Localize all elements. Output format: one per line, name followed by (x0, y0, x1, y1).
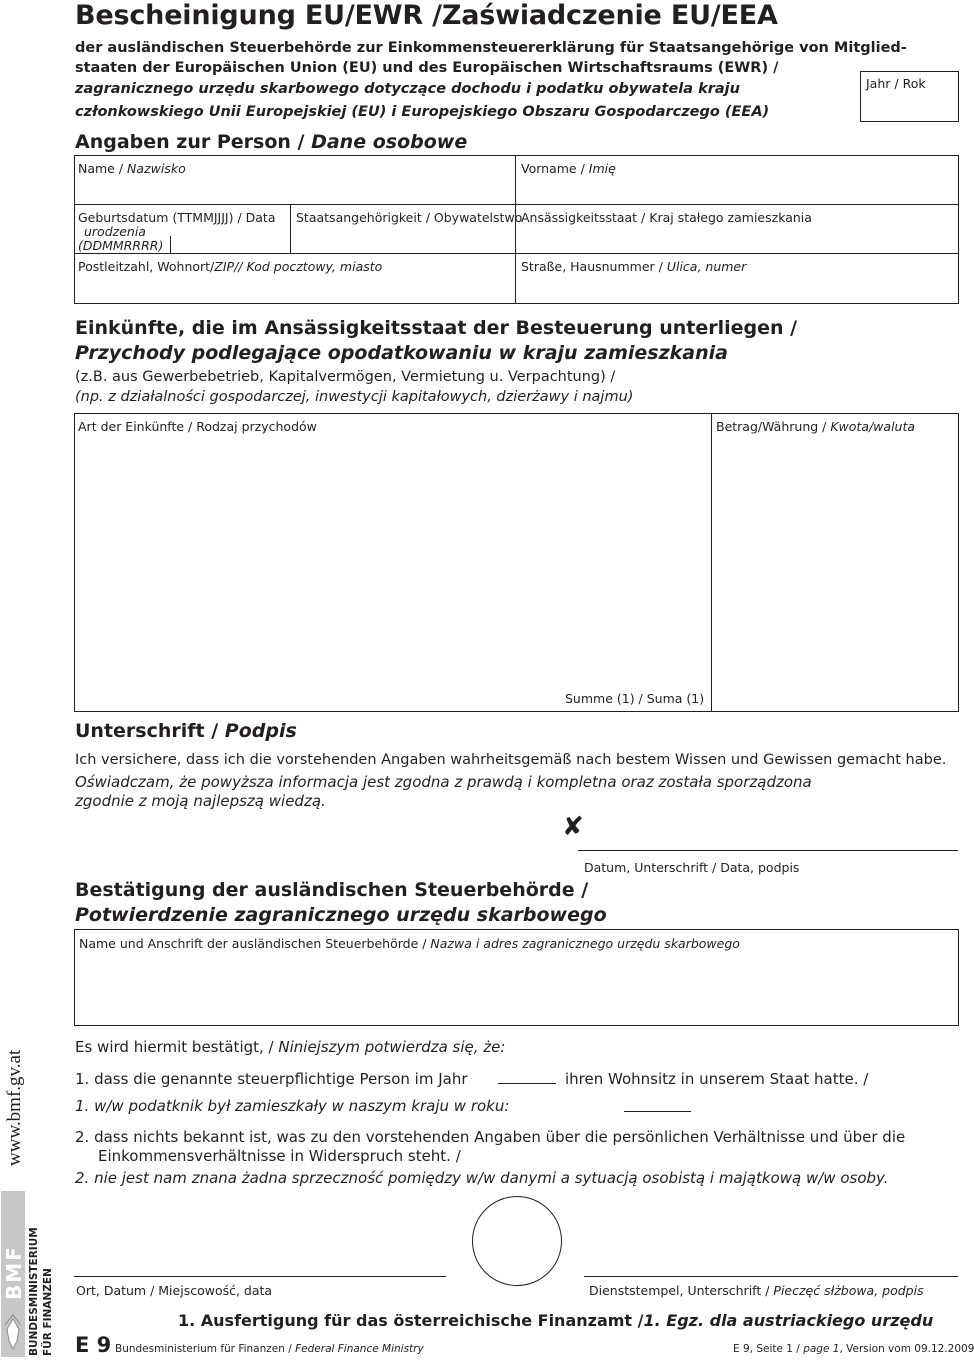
confirmation-heading-pl: Potwierdzenie zagranicznego urzędu skarbowego (75, 904, 607, 926)
item1-pl: 1. w/w podatknik był zamieszkały w naszym kraju w roku: (75, 1097, 510, 1115)
zip-label-pl: ZIP// Kod pocztowy, miasto (214, 259, 383, 274)
signature-line[interactable] (578, 850, 958, 851)
website-link[interactable]: www.bmf.gv.at (4, 1049, 25, 1166)
citizenship-label: Staatsangehörigkeit / Obywatelstwo (296, 210, 523, 225)
item1-de-a: 1. dass die genannte steuerpflichtige Person im Jahr (75, 1070, 468, 1088)
declaration-pl-1: Oświadczam, że powyższa informacja jest zgodna z prawdą i kompletna oraz została sporządzona (75, 773, 812, 791)
name-label (78, 161, 186, 176)
copy-note-de: 1. Ausfertigung für das österreichische Finanzamt / (178, 1311, 644, 1330)
income-amount-header (716, 419, 915, 434)
subtitle-de-line-2: staaten der Europäischen Union (EU) und des Europäischen Wirtschaftsraums (EWR) / (75, 60, 779, 76)
authority-label (79, 936, 740, 951)
confirmation-heading-de: Bestätigung der ausländischen Steuerbehörde / (75, 879, 589, 901)
signature-heading-pl: Podpis (224, 720, 297, 742)
sign-here-icon: ✘ (562, 812, 584, 842)
subtitle-pl-line-1: zagranicznego urzędu skarbowego dotyczące dochodu i podatku obywatela kraju (75, 81, 740, 97)
street-label-pl: Ulica, numer (666, 259, 747, 274)
firstname-label-de: Vorname / (521, 161, 589, 176)
ministry-en: Federal Finance Ministry (295, 1343, 424, 1355)
income-heading-de: Einkünfte, die im Ansässigkeitsstaat der Besteuerung unterliegen / (75, 317, 798, 339)
stamp-circle (472, 1196, 562, 1286)
bmf-logo-abbr: BMF (2, 1245, 26, 1300)
version: , Version vom 09.12.2009 (839, 1343, 974, 1355)
street-label-de: Straße, Hausnummer / (521, 259, 667, 274)
page-de: E 9, Seite 1 / (733, 1343, 804, 1355)
bmf-logo-text-1: BUNDESMINISTERIUM (28, 1227, 40, 1356)
signature-heading-de: Unterschrift / (75, 720, 225, 742)
ministry-de: Bundesministerium für Finanzen / (115, 1343, 296, 1355)
amount-header-de: Betrag/Währung / (716, 419, 831, 434)
sum-label: Summe (1) / Suma (1) (565, 691, 705, 706)
year-input-line-pl[interactable] (624, 1111, 691, 1112)
confirm-intro (75, 1038, 505, 1057)
name-label-de: Name / (78, 161, 128, 176)
income-example-pl: (np. z działalności gospodarczej, inwestycji kapitałowych, dzierżawy i najmu) (75, 389, 634, 405)
income-example-de: (z.B. aus Gewerbebetrieb, Kapitalvermögen, Vermietung u. Verpachtung) / (75, 369, 616, 385)
authority-label-pl: Nazwa i adres zagranicznego urzędu skarbowego (430, 936, 740, 951)
authority-label-de: Name und Anschrift der ausländischen Steuerbehörde / (79, 936, 431, 951)
confirm-intro-de: Es wird hiermit bestätigt, / (75, 1038, 279, 1056)
item2-pl: 2. nie jest nam znana żadna sprzeczność pomiędzy w/w danymi a sytuacją osobistą i majątkową w/w osoby. (75, 1169, 889, 1187)
name-label-pl: Nazwisko (127, 161, 186, 176)
dob-label-pl-2: (DDMMRRRR) (78, 238, 164, 253)
declaration-de: Ich versichere, dass ich die vorstehenden Angaben wahrheitsgemäß nach bestem Wissen und Gewissen gemacht habe. (75, 752, 947, 768)
income-heading-pl: Przychody podlegające opodatkowaniu w kraju zamieszkania (75, 342, 728, 364)
page-pl: page 1 (803, 1343, 840, 1355)
stamp-signature-label (589, 1283, 924, 1298)
stamp-label-de: Dienststempel, Unterschrift / (589, 1283, 774, 1298)
page-version (733, 1343, 974, 1355)
declaration-pl-2: zgodnie z moją najlepszą wiedzą. (75, 792, 326, 810)
subtitle-pl-line-2: członkowskiego Unii Europejskiej (EU) i Europejskiego Obszaru Gospodarczego (EEA) (75, 104, 770, 120)
copy-note-pl: 1. Egz. dla austriackiego urzędu (643, 1311, 934, 1330)
bmf-logo-text-2: FÜR FINANZEN (42, 1268, 54, 1356)
year-field[interactable] (860, 71, 959, 122)
item1-de-b: ihren Wohnsitz in unserem Staat hatte. / (565, 1070, 869, 1088)
place-date-label: Ort, Datum / Miejscowość, data (76, 1283, 273, 1298)
subtitle-de-line-1: der ausländischen Steuerbehörde zur Einkommensteuererklärung für Staatsangehörige von Mitglied- (75, 40, 907, 56)
person-heading-de: Angaben zur Person / (75, 131, 312, 153)
income-type-input[interactable] (75, 440, 711, 712)
zip-label-de: Postleitzahl, Wohnort/ (78, 259, 215, 274)
stamp-signature-line[interactable] (584, 1276, 958, 1277)
firstname-label-pl: Imię (588, 161, 616, 176)
person-heading-pl: Dane osobowe (311, 131, 468, 153)
street-label (521, 259, 746, 274)
income-type-header: Art der Einkünfte / Rodzaj przychodów (78, 419, 317, 434)
year-input-line[interactable] (498, 1083, 556, 1084)
zip-city-label (78, 259, 382, 274)
item2-de-1: 2. dass nichts bekannt ist, was zu den vorstehenden Angaben über die persönlichen Verhältnisse und über die (75, 1128, 906, 1146)
year-label: Jahr / Rok (866, 76, 926, 91)
residence-label: Ansässigkeitsstaat / Kraj stałego zamieszkania (521, 210, 812, 225)
divider (170, 236, 171, 253)
dob-label: Geburtsdatum (TTMMJJJJ) / Data (78, 210, 276, 225)
item2-de-2: Einkommensverhältnisse in Widerspruch steht. / (98, 1147, 461, 1165)
signature-date-label: Datum, Unterschrift / Data, podpis (584, 860, 800, 875)
amount-header-pl: Kwota/waluta (830, 419, 916, 434)
place-date-line[interactable] (74, 1276, 446, 1277)
dob-label-pl-1: urodzenia (84, 224, 146, 239)
page-title: Bescheinigung EU/EWR /Zaświadczenie EU/EEA (75, 0, 778, 31)
form-id: E 9 (75, 1333, 112, 1357)
firstname-label (521, 161, 616, 176)
ministry-note (115, 1343, 424, 1355)
person-heading (75, 130, 467, 154)
signature-heading (75, 719, 297, 743)
income-amount-input[interactable] (712, 440, 958, 712)
confirm-intro-pl: Niniejszym potwierdza się, że: (278, 1038, 506, 1056)
stamp-label-pl: Pieczęć słżbowa, podpis (773, 1283, 924, 1298)
copy-note (178, 1311, 933, 1330)
